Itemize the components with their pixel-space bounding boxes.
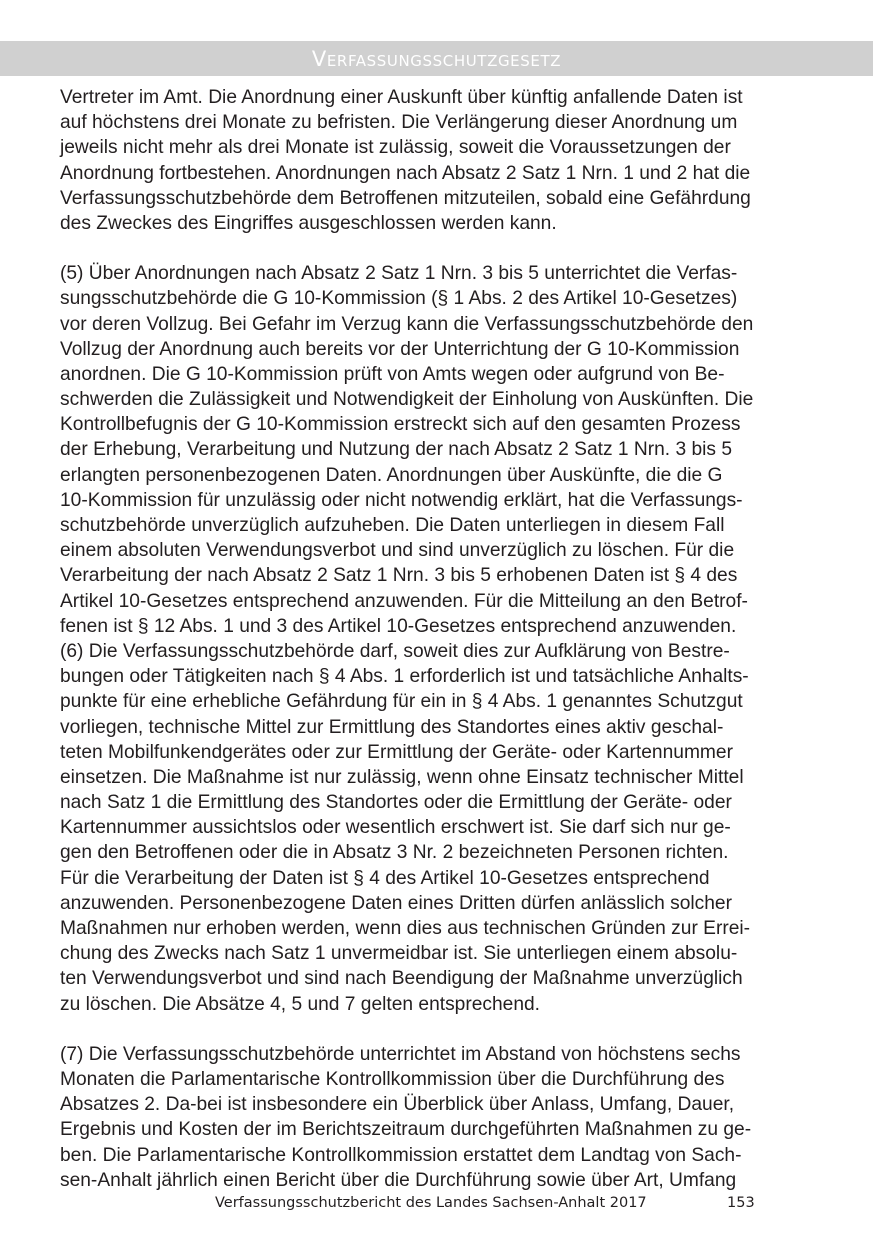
text-line: Kontrollbefugnis der G 10-Kommission erstreckt sich auf den gesamten Prozess (60, 414, 741, 436)
text-line: Monaten die Parlamentarische Kontrollkommission über die Durchführung des (60, 1068, 725, 1090)
running-header (0, 41, 873, 76)
text-line: des Zweckes des Eingriffes ausgeschlossen werden kann. (60, 212, 557, 234)
running-header-title: Verfassungsschutzgesetz (311, 47, 562, 71)
text-line: Vertreter im Amt. Die Anordnung einer Auskunft über künftig anfallende Daten ist (60, 87, 743, 108)
text-line: chung des Zwecks nach Satz 1 unvermeidbar ist. Sie unterliegen einem absolu- (60, 943, 738, 965)
body-text (60, 85, 815, 1193)
text-line: Verfassungsschutzbehörde dem Betroffenen mitzuteilen, sobald eine Gefährdung (60, 187, 751, 209)
text-line: (7) Die Verfassungsschutzbehörde unterrichtet im Abstand von höchstens sechs (60, 1043, 741, 1065)
text-line: sen-Anhalt jährlich einen Bericht über die Durchführung sowie über Art, Umfang (60, 1169, 737, 1191)
text-line: auf höchstens drei Monate zu befristen. Die Verlängerung dieser Anordnung um (60, 112, 738, 134)
text-line: fenen ist § 12 Abs. 1 und 3 des Artikel 10-Gesetzes entsprechend anzuwenden. (60, 615, 737, 637)
text-line: sungsschutzbehörde die G 10-Kommission (§ 1 Abs. 2 des Artikel 10-Gesetzes) (60, 288, 738, 310)
text-line: schutzbehörde unverzüglich aufzuheben. Die Daten unterliegen in diesem Fall (60, 515, 725, 536)
text-line: einem absoluten Verwendungsverbot und sind unverzüglich zu löschen. Für die (60, 540, 735, 562)
text-line: Verarbeitung der nach Absatz 2 Satz 1 Nrn. 3 bis 5 erhobenen Daten ist § 4 des (60, 565, 738, 587)
text-line: zu löschen. Die Absätze 4, 5 und 7 gelten entsprechend. (60, 993, 541, 1015)
text-line: Maßnahmen nur erhoben werden, wenn dies aus technischen Gründen zur Errei- (60, 918, 751, 939)
text-line: jeweils nicht mehr als drei Monate ist zulässig, soweit die Voraussetzungen der (60, 137, 731, 159)
page-number: 153 (727, 1195, 755, 1211)
text-line: ten Verwendungsverbot und sind nach Beendigung der Maßnahme unverzüglich (60, 968, 743, 990)
text-line: (6) Die Verfassungsschutzbehörde darf, soweit dies zur Aufklärung von Bestre- (60, 640, 730, 662)
text-line: Ergebnis und Kosten der im Berichtszeitraum durchgeführten Maßnahmen zu ge- (60, 1119, 752, 1141)
text-line: Vollzug der Anordnung auch bereits vor der Unterrichtung der G 10-Kommission (60, 338, 740, 360)
text-line: Artikel 10-Gesetzes entsprechend anzuwenden. Für die Mitteilung an den Betrof- (60, 590, 748, 612)
text-line: gen den Betroffenen oder die in Absatz 3 Nr. 2 bezeichneten Personen richten. (60, 842, 729, 864)
text-line: vor deren Vollzug. Bei Gefahr im Verzug kann die Verfassungsschutzbehörde den (60, 313, 754, 335)
text-line: 10-Kommission für unzulässig oder nicht notwendig erklärt, hat die Verfassungs- (60, 489, 743, 511)
text-line: erlangten personenbezogenen Daten. Anordnungen über Auskünfte, die die G (60, 464, 723, 486)
text-line: vorliegen, technische Mittel zur Ermittlung des Standortes eines aktiv geschal- (60, 716, 724, 738)
footer-publication-title: Verfassungsschutzbericht des Landes Sachsen-Anhalt 2017 (215, 1195, 647, 1211)
paragraph (60, 85, 815, 236)
text-line: schwerden die Zulässigkeit und Notwendigkeit der Einholung von Auskünften. Die (60, 389, 754, 411)
text-line: Absatzes 2. Da-bei ist insbesondere ein Überblick über Anlass, Umfang, Dauer, (60, 1094, 735, 1116)
text-line: anzuwenden. Personenbezogene Daten eines Dritten dürfen anlässlich solcher (60, 892, 732, 914)
text-line: der Erhebung, Verarbeitung und Nutzung der nach Absatz 2 Satz 1 Nrn. 3 bis 5 (60, 439, 732, 461)
text-line: teten Mobilfunkendgerätes oder zur Ermittlung der Geräte- oder Kartennummer (60, 741, 733, 763)
text-line: Kartennummer aussichtslos oder wesentlich erschwert ist. Sie darf sich nur ge- (60, 817, 731, 839)
text-line: ben. Die Parlamentarische Kontrollkommission erstattet dem Landtag von Sach- (60, 1144, 742, 1166)
text-line: bungen oder Tätigkeiten nach § 4 Abs. 1 erforderlich ist und tatsächliche Anhalts- (60, 666, 749, 688)
text-line: einsetzen. Die Maßnahme ist nur zulässig, wenn ohne Einsatz technischer Mittel (60, 766, 744, 788)
text-line: (5) Über Anordnungen nach Absatz 2 Satz 1 Nrn. 3 bis 5 unterrichtet die Verfas- (60, 263, 738, 285)
text-line: anordnen. Die G 10-Kommission prüft von Amts wegen oder aufgrund von Be- (60, 363, 725, 385)
text-line: punkte für eine erhebliche Gefährdung für ein in § 4 Abs. 1 genanntes Schutzgut (60, 691, 743, 713)
paragraph (60, 1042, 815, 1193)
text-line: Anordnung fortbestehen. Anordnungen nach Absatz 2 Satz 1 Nrn. 1 und 2 hat die (60, 162, 751, 184)
text-line: nach Satz 1 die Ermittlung des Standortes oder die Ermittlung der Geräte- oder (60, 792, 732, 814)
paragraph (60, 261, 815, 1017)
text-line: Für die Verarbeitung der Daten ist § 4 des Artikel 10-Gesetzes entsprechend (60, 867, 710, 889)
